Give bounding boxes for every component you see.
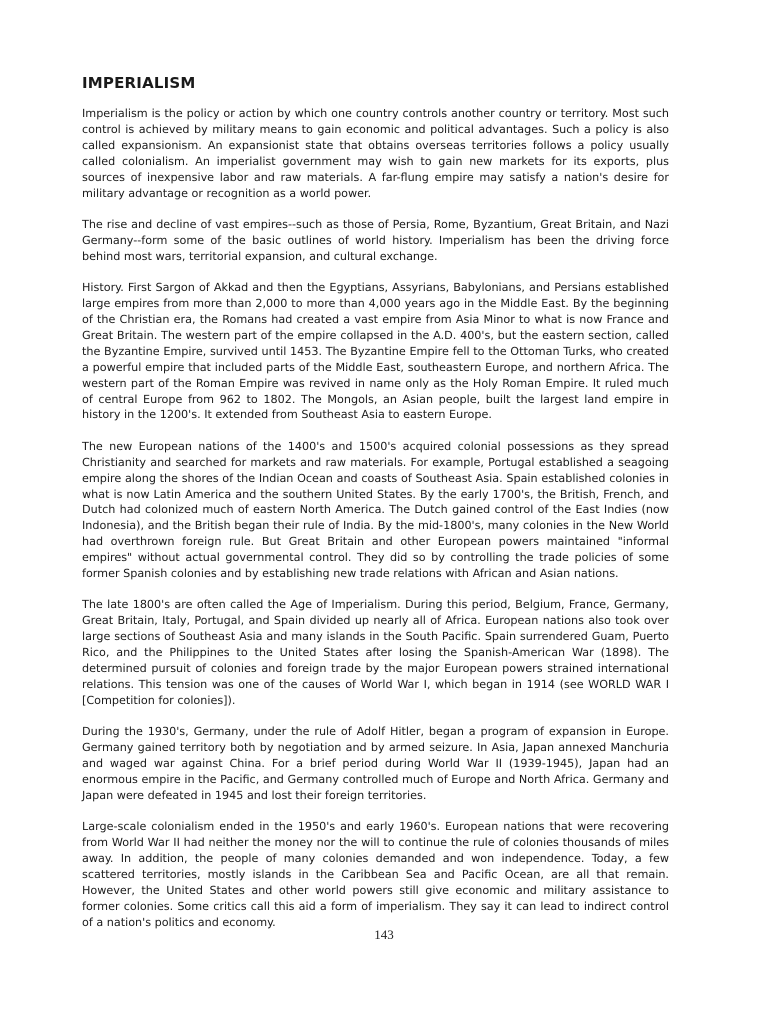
- document-title: IMPERIALISM: [82, 74, 196, 92]
- paragraph-european-nations: The new European nations of the 1400's and 1500's acquired colonial possessions as they spread Christianity and searched for markets and raw materials. For example, Portugal established a seagoing empire along the shores of the Indian Ocean and coasts of Southeast Asia. Spain established colonies in what is now Latin America and the southern United States. By the early 1700's, the British, French, and Dutch had colonized much of eastern North America. The Dutch gained control of the East Indies (now Indonesia), and the British began their rule of India. By the mid-1800's, many colonies in the New World had overthrown foreign rule. But Great Britain and other European powers maintained "informal empires" without actual governmental control. They did so by controlling the trade policies of some former Spanish colonies and by establishing new trade relations with African and Asian nations.: [82, 439, 669, 581]
- paragraph-end-of-colonialism: Large-scale colonialism ended in the 1950's and early 1960's. European nations that were recovering from World War II had neither the money nor the will to continue the rule of colonies thousands of miles away. In addition, the people of many colonies demanded and won independence. Today, a few scattered territories, mostly islands in the Caribbean Sea and Pacific Ocean, are all that remain. However, the United States and other world powers still give economic and military assistance to former colonies. Some critics call this aid a form of imperialism. They say it can lead to indirect control of a nation's politics and economy.: [82, 820, 669, 929]
- paragraph-rise-and-decline: The rise and decline of vast empires--such as those of Persia, Rome, Byzantium, Great Britain, and Nazi Germany--form some of the basic outlines of world history. Imperialism has been the driving force behind most wars, territorial expansion, and cultural exchange.: [82, 217, 669, 263]
- paragraph-1930s-expansion: During the 1930's, Germany, under the rule of Adolf Hitler, began a program of expansion in Europe. Germany gained territory both by negotiation and by armed seizure. In Asia, Japan annexed Manchuria and waged war against China. For a brief period during World War II (1939-1945), Japan had an enormous empire in the Pacific, and Germany controlled much of Europe and North Africa. Germany and Japan were defeated in 1945 and lost their foreign territories.: [82, 725, 669, 802]
- paragraph-definition: Imperialism is the policy or action by which one country controls another country or territory. Most such control is achieved by military means to gain economic and political advantages. Such a policy is also called expansionism. An expansionist state that obtains overseas territories follows a policy usually called colonialism. An imperialist government may wish to gain new markets for its exports, plus sources of inexpensive labor and raw materials. A far-flung empire may satisfy a nation's desire for military advantage or recognition as a world power.: [82, 107, 669, 200]
- page-number: 143: [374, 927, 394, 942]
- paragraph-age-of-imperialism: The late 1800's are often called the Age of Imperialism. During this period, Belgium, France, Germany, Great Britain, Italy, Portugal, and Spain divided up nearly all of Africa. European nations also took over large sections of Southeast Asia and many islands in the South Pacific. Spain surrendered Guam, Puerto Rico, and the Philippines to the United States after losing the Spanish-American War (1898). The determined pursuit of colonies and foreign trade by the major European powers strained international relations. This tension was one of the causes of World War I, which began in 1914 (see WORLD WAR I [Competition for colonies]).: [82, 598, 669, 707]
- document-body: [82, 74, 669, 946]
- paragraph-history: History. First Sargon of Akkad and then the Egyptians, Assyrians, Babylonians, and Persians established large empires from more than 2,000 to more than 4,000 years ago in the Middle East. By the beginning of the Christian era, the Romans had created a vast empire from Asia Minor to what is now France and Great Britain. The western part of the empire collapsed in the A.D. 400's, but the eastern section, called the Byzantine Empire, survived until 1453. The Byzantine Empire fell to the Ottoman Turks, who created a powerful empire that included parts of the Middle East, southeastern Europe, and northern Africa. The western part of the Roman Empire was revived in name only as the Holy Roman Empire. It ruled much of central Europe from 962 to 1802. The Mongols, an Asian people, built the largest land empire in history in the 1200's. It extended from Southeast Asia to eastern Europe.: [82, 281, 669, 422]
